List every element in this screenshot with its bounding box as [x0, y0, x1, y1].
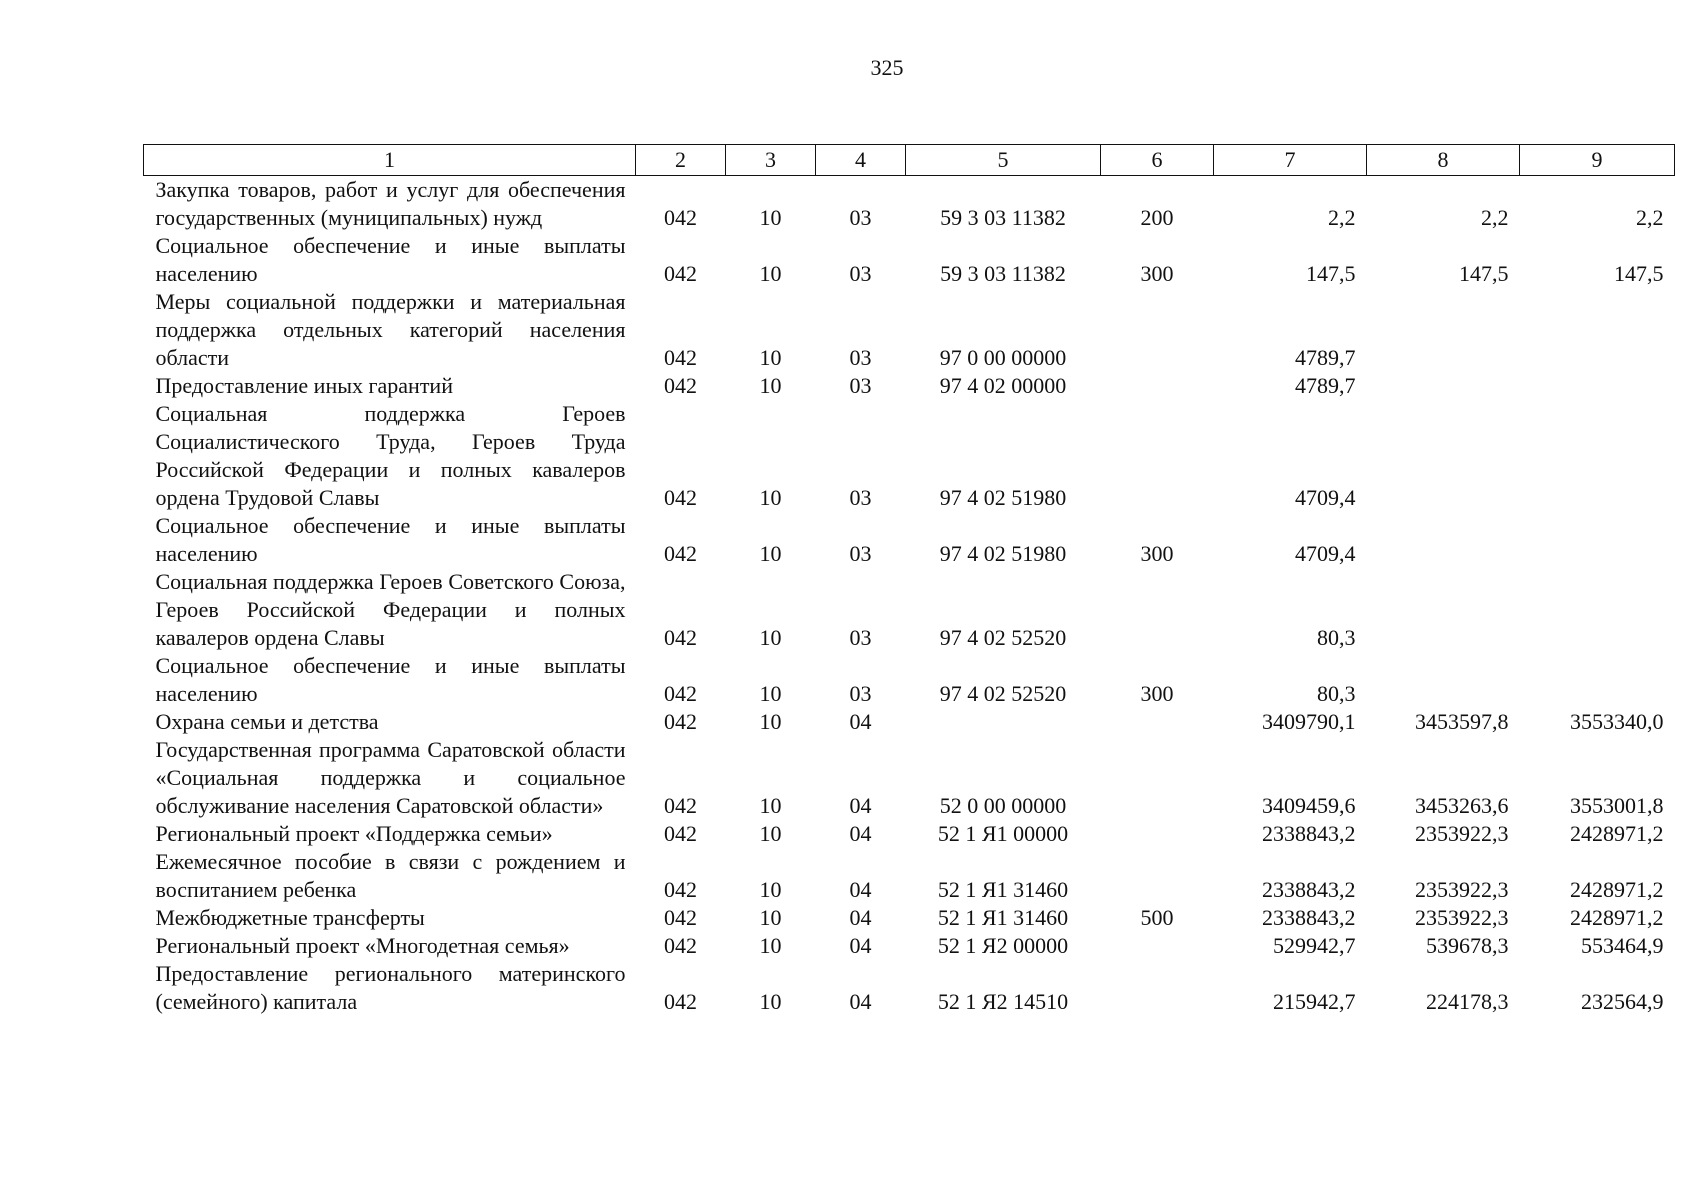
chapter-code: 042: [664, 373, 697, 398]
chapter-code: 042: [664, 261, 697, 286]
row-name: Охрана семьи и детства: [155, 709, 379, 734]
expense-type-code: [1101, 736, 1214, 820]
amount-year-2: [1367, 652, 1520, 708]
section-code: 10: [759, 261, 782, 286]
expense-type-code: [1101, 708, 1214, 736]
amount-year-2: [1367, 568, 1520, 652]
subsection-code: 03: [849, 681, 872, 706]
column-header-8: 8: [1367, 145, 1520, 176]
amount-year-2: [1367, 372, 1520, 400]
row-name: Региональный проект «Поддержка семьи»: [155, 821, 553, 846]
target-article-code: 97 0 00 00000: [939, 345, 1067, 370]
column-header-4: 4: [816, 145, 906, 176]
amount-year-2: 2353922,3: [1415, 877, 1509, 902]
expense-type-code: [1101, 372, 1214, 400]
row-name: Меры социальной поддержки и материальная поддержка отдельных категорий населения области: [155, 289, 626, 370]
amount-year-3: 3553001,8: [1570, 793, 1664, 818]
chapter-code: 042: [664, 709, 697, 734]
section-code: 10: [759, 681, 782, 706]
amount-year-3: [1520, 400, 1675, 512]
amount-year-2: 2353922,3: [1415, 905, 1509, 930]
subsection-code: 03: [849, 345, 872, 370]
table-row: [144, 288, 1675, 372]
expense-type-code: [1101, 848, 1214, 904]
target-article-code: 52 1 Я2 00000: [937, 933, 1069, 958]
section-code: 10: [759, 877, 782, 902]
amount-year-2: 3453597,8: [1415, 709, 1509, 734]
table-row: [144, 848, 1675, 904]
section-code: 10: [759, 709, 782, 734]
amount-year-1: 529942,7: [1273, 933, 1356, 958]
section-code: 10: [759, 541, 782, 566]
amount-year-1: 2338843,2: [1262, 877, 1356, 902]
amount-year-2: 2,2: [1481, 205, 1509, 230]
table-row: [144, 512, 1675, 568]
amount-year-1: 4709,4: [1295, 541, 1356, 566]
subsection-code: 03: [849, 485, 872, 510]
column-header-7: 7: [1214, 145, 1367, 176]
table-header: [144, 145, 1675, 176]
section-code: 10: [759, 205, 782, 230]
table-row: [144, 176, 1675, 233]
chapter-code: 042: [664, 793, 697, 818]
target-article-code: 52 0 00 00000: [939, 793, 1067, 818]
amount-year-3: [1520, 288, 1675, 372]
table-row: [144, 736, 1675, 820]
section-code: 10: [759, 793, 782, 818]
target-article-code: [906, 708, 1101, 736]
section-code: 10: [759, 821, 782, 846]
subsection-code: 03: [849, 541, 872, 566]
amount-year-3: [1520, 512, 1675, 568]
amount-year-3: [1520, 372, 1675, 400]
section-code: 10: [759, 989, 782, 1014]
subsection-code: 04: [849, 877, 872, 902]
row-name: Ежемесячное пособие в связи с рождением и воспитанием ребенка: [155, 849, 626, 902]
chapter-code: 042: [664, 989, 697, 1014]
subsection-code: 03: [849, 205, 872, 230]
amount-year-2: [1367, 512, 1520, 568]
target-article-code: 97 4 02 51980: [939, 541, 1067, 566]
table-body: [144, 176, 1675, 1017]
target-article-code: 97 4 02 52520: [939, 625, 1067, 650]
amount-year-1: 4709,4: [1295, 485, 1356, 510]
row-name: Предоставление регионального материнского (семейного) капитала: [155, 961, 626, 1014]
target-article-code: 97 4 02 52520: [939, 681, 1067, 706]
table-row: [144, 400, 1675, 512]
amount-year-3: 2428971,2: [1570, 877, 1664, 902]
table-row: [144, 568, 1675, 652]
column-header-9: 9: [1520, 145, 1675, 176]
amount-year-3: 2,2: [1636, 205, 1664, 230]
target-article-code: 97 4 02 51980: [939, 485, 1067, 510]
chapter-code: 042: [664, 933, 697, 958]
table-row: [144, 708, 1675, 736]
expense-type-code: [1101, 932, 1214, 960]
amount-year-1: 80,3: [1317, 681, 1356, 706]
section-code: 10: [759, 345, 782, 370]
row-name: Социальная поддержка Героев Социалистического Труда, Героев Труда Российской Федерации и полных кавалеров ордена Трудовой Славы: [155, 401, 626, 510]
amount-year-3: 232564,9: [1581, 989, 1664, 1014]
amount-year-3: 2428971,2: [1570, 905, 1664, 930]
expense-type-code: 500: [1140, 905, 1174, 930]
amount-year-3: 147,5: [1614, 261, 1664, 286]
row-name: Межбюджетные трансферты: [155, 905, 425, 930]
expense-type-code: [1101, 288, 1214, 372]
header-row: [144, 145, 1675, 176]
amount-year-3: 3553340,0: [1570, 709, 1664, 734]
expense-type-code: [1101, 568, 1214, 652]
amount-year-3: [1520, 568, 1675, 652]
chapter-code: 042: [664, 485, 697, 510]
amount-year-1: 147,5: [1306, 261, 1356, 286]
expense-type-code: 300: [1140, 261, 1174, 286]
amount-year-2: 224178,3: [1426, 989, 1509, 1014]
table-row: [144, 372, 1675, 400]
table-row: [144, 932, 1675, 960]
amount-year-1: 215942,7: [1273, 989, 1356, 1014]
chapter-code: 042: [664, 541, 697, 566]
chapter-code: 042: [664, 821, 697, 846]
expense-type-code: [1101, 820, 1214, 848]
row-name: Социальное обеспечение и иные выплаты населению: [155, 233, 626, 286]
table-row: [144, 232, 1675, 288]
amount-year-1: 4789,7: [1295, 345, 1356, 370]
budget-table: [143, 144, 1675, 1016]
target-article-code: 97 4 02 00000: [939, 373, 1067, 398]
row-name: Социальное обеспечение и иные выплаты населению: [155, 653, 626, 706]
expense-type-code: [1101, 400, 1214, 512]
section-code: 10: [759, 905, 782, 930]
subsection-code: 04: [849, 933, 872, 958]
amount-year-1: 3409790,1: [1262, 709, 1356, 734]
subsection-code: 04: [849, 821, 872, 846]
amount-year-2: 2353922,3: [1415, 821, 1509, 846]
chapter-code: 042: [664, 681, 697, 706]
target-article-code: 52 1 Я2 14510: [937, 989, 1069, 1014]
amount-year-1: 2,2: [1328, 205, 1356, 230]
subsection-code: 04: [849, 905, 872, 930]
subsection-code: 04: [849, 793, 872, 818]
amount-year-2: [1367, 400, 1520, 512]
amount-year-1: 4789,7: [1295, 373, 1356, 398]
row-name: Региональный проект «Многодетная семья»: [155, 933, 570, 958]
amount-year-2: 147,5: [1459, 261, 1509, 286]
expense-type-code: 300: [1140, 541, 1174, 566]
chapter-code: 042: [664, 905, 697, 930]
column-header-1: 1: [144, 145, 636, 176]
table-row: [144, 652, 1675, 708]
amount-year-3: 553464,9: [1581, 933, 1664, 958]
amount-year-1: 2338843,2: [1262, 905, 1356, 930]
page-number: 325: [870, 55, 904, 80]
table-row: [144, 820, 1675, 848]
amount-year-1: 80,3: [1317, 625, 1356, 650]
amount-year-2: 539678,3: [1426, 933, 1509, 958]
expense-type-code: 200: [1140, 205, 1174, 230]
subsection-code: 04: [849, 989, 872, 1014]
section-code: 10: [759, 373, 782, 398]
target-article-code: 59 3 03 11382: [940, 205, 1066, 230]
subsection-code: 03: [849, 261, 872, 286]
table-row: [144, 904, 1675, 932]
column-header-6: 6: [1101, 145, 1214, 176]
row-name: Предоставление иных гарантий: [155, 373, 453, 398]
expense-type-code: [1101, 960, 1214, 1016]
column-header-2: 2: [636, 145, 726, 176]
target-article-code: 59 3 03 11382: [940, 261, 1066, 286]
table-row: [144, 960, 1675, 1016]
subsection-code: 03: [849, 373, 872, 398]
amount-year-3: [1520, 652, 1675, 708]
chapter-code: 042: [664, 205, 697, 230]
target-article-code: 52 1 Я1 31460: [937, 877, 1069, 902]
subsection-code: 04: [849, 709, 872, 734]
amount-year-2: 3453263,6: [1415, 793, 1509, 818]
chapter-code: 042: [664, 625, 697, 650]
row-name: Социальная поддержка Героев Советского Союза, Героев Российской Федерации и полных кавалеров ордена Славы: [155, 569, 626, 650]
subsection-code: 03: [849, 625, 872, 650]
section-code: 10: [759, 625, 782, 650]
chapter-code: 042: [664, 877, 697, 902]
target-article-code: 52 1 Я1 31460: [937, 905, 1069, 930]
column-header-3: 3: [726, 145, 816, 176]
amount-year-2: [1367, 288, 1520, 372]
section-code: 10: [759, 933, 782, 958]
column-header-5: 5: [906, 145, 1101, 176]
section-code: 10: [759, 485, 782, 510]
amount-year-3: 2428971,2: [1570, 821, 1664, 846]
amount-year-1: 2338843,2: [1262, 821, 1356, 846]
chapter-code: 042: [664, 345, 697, 370]
target-article-code: 52 1 Я1 00000: [937, 821, 1069, 846]
amount-year-1: 3409459,6: [1262, 793, 1356, 818]
row-name: Государственная программа Саратовской области «Социальная поддержка и социальное обслуживание населения Саратовской области»: [155, 737, 626, 818]
row-name: Социальное обеспечение и иные выплаты населению: [155, 513, 626, 566]
row-name: Закупка товаров, работ и услуг для обеспечения государственных (муниципальных) нужд: [155, 177, 626, 230]
expense-type-code: 300: [1140, 681, 1174, 706]
